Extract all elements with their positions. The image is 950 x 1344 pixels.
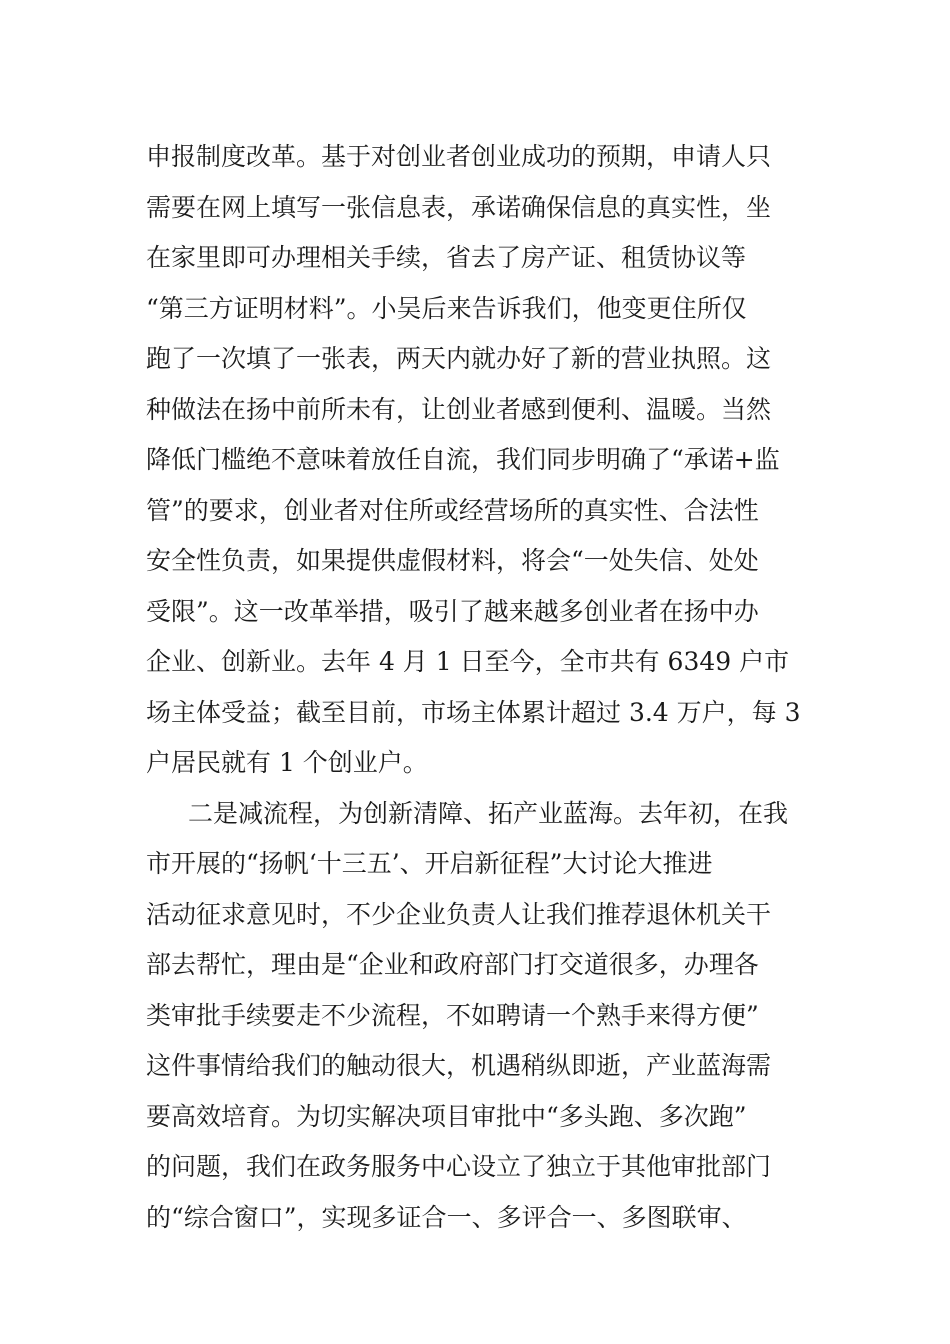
text-line: 跑了一次填了一张表，两天内就办好了新的营业执照。这 (146, 344, 772, 373)
text-line: 企业、创新业。去年 4 月 1 日至今，全市共有 6349 户市 (146, 647, 790, 676)
text-line: “第三方证明材料”。小吴后来告诉我们，他变更住所仅 (146, 293, 747, 323)
text-line: 降低门槛绝不意味着放任自流，我们同步明确了“承诺+监 (146, 445, 780, 474)
text-line: 的“综合窗口”，实现多证合一、多评合一、多图联审、 (146, 1202, 747, 1232)
text-line: 申报制度改革。基于对创业者创业成功的预期，申请人只 (146, 142, 772, 171)
text-line: 需要在网上填写一张信息表，承诺确保信息的真实性，坐 (146, 192, 772, 222)
text-line: 市开展的“扬帆‘十三五’、开启新征程”大讨论大推进 (146, 849, 713, 878)
text-line: 在家里即可办理相关手续，省去了房产证、租赁协议等 (146, 243, 747, 272)
paragraph-start-line: 二是减流程，为创新清障、拓产业蓝海。去年初，在我 (188, 798, 789, 828)
text-line: 活动征求意见时，不少企业负责人让我们推荐退休机关干 (146, 899, 772, 929)
text-line: 要高效培育。为切实解决项目审批中“多头跑、多次跑” (146, 1101, 747, 1131)
text-line: 部去帮忙，理由是“企业和政府部门打交道很多，办理各 (146, 950, 759, 979)
text-line: 安全性负责，如果提供虚假材料，将会“一处失信、处处 (146, 546, 759, 575)
body-text (146, 132, 811, 1243)
text-line: 类审批手续要走不少流程，不如聘请一个熟手来得方便” (146, 1000, 759, 1030)
text-line: 种做法在扬中前所未有，让创业者感到便利、温暖。当然 (146, 394, 772, 424)
text-line: 这件事情给我们的触动很大，机遇稍纵即逝，产业蓝海需 (146, 1051, 772, 1080)
text-line: 管”的要求，创业者对住所或经营场所的真实性、合法性 (146, 495, 759, 525)
text-line: 场主体受益；截至目前，市场主体累计超过 3.4 万户，每 3 (146, 697, 801, 727)
text-line: 的问题，我们在政务服务中心设立了独立于其他审批部门 (146, 1152, 772, 1181)
text-line: 受限”。这一改革举措，吸引了越来越多创业者在扬中办 (146, 596, 759, 626)
text-line: 户居民就有 1 个创业户。 (146, 748, 428, 777)
